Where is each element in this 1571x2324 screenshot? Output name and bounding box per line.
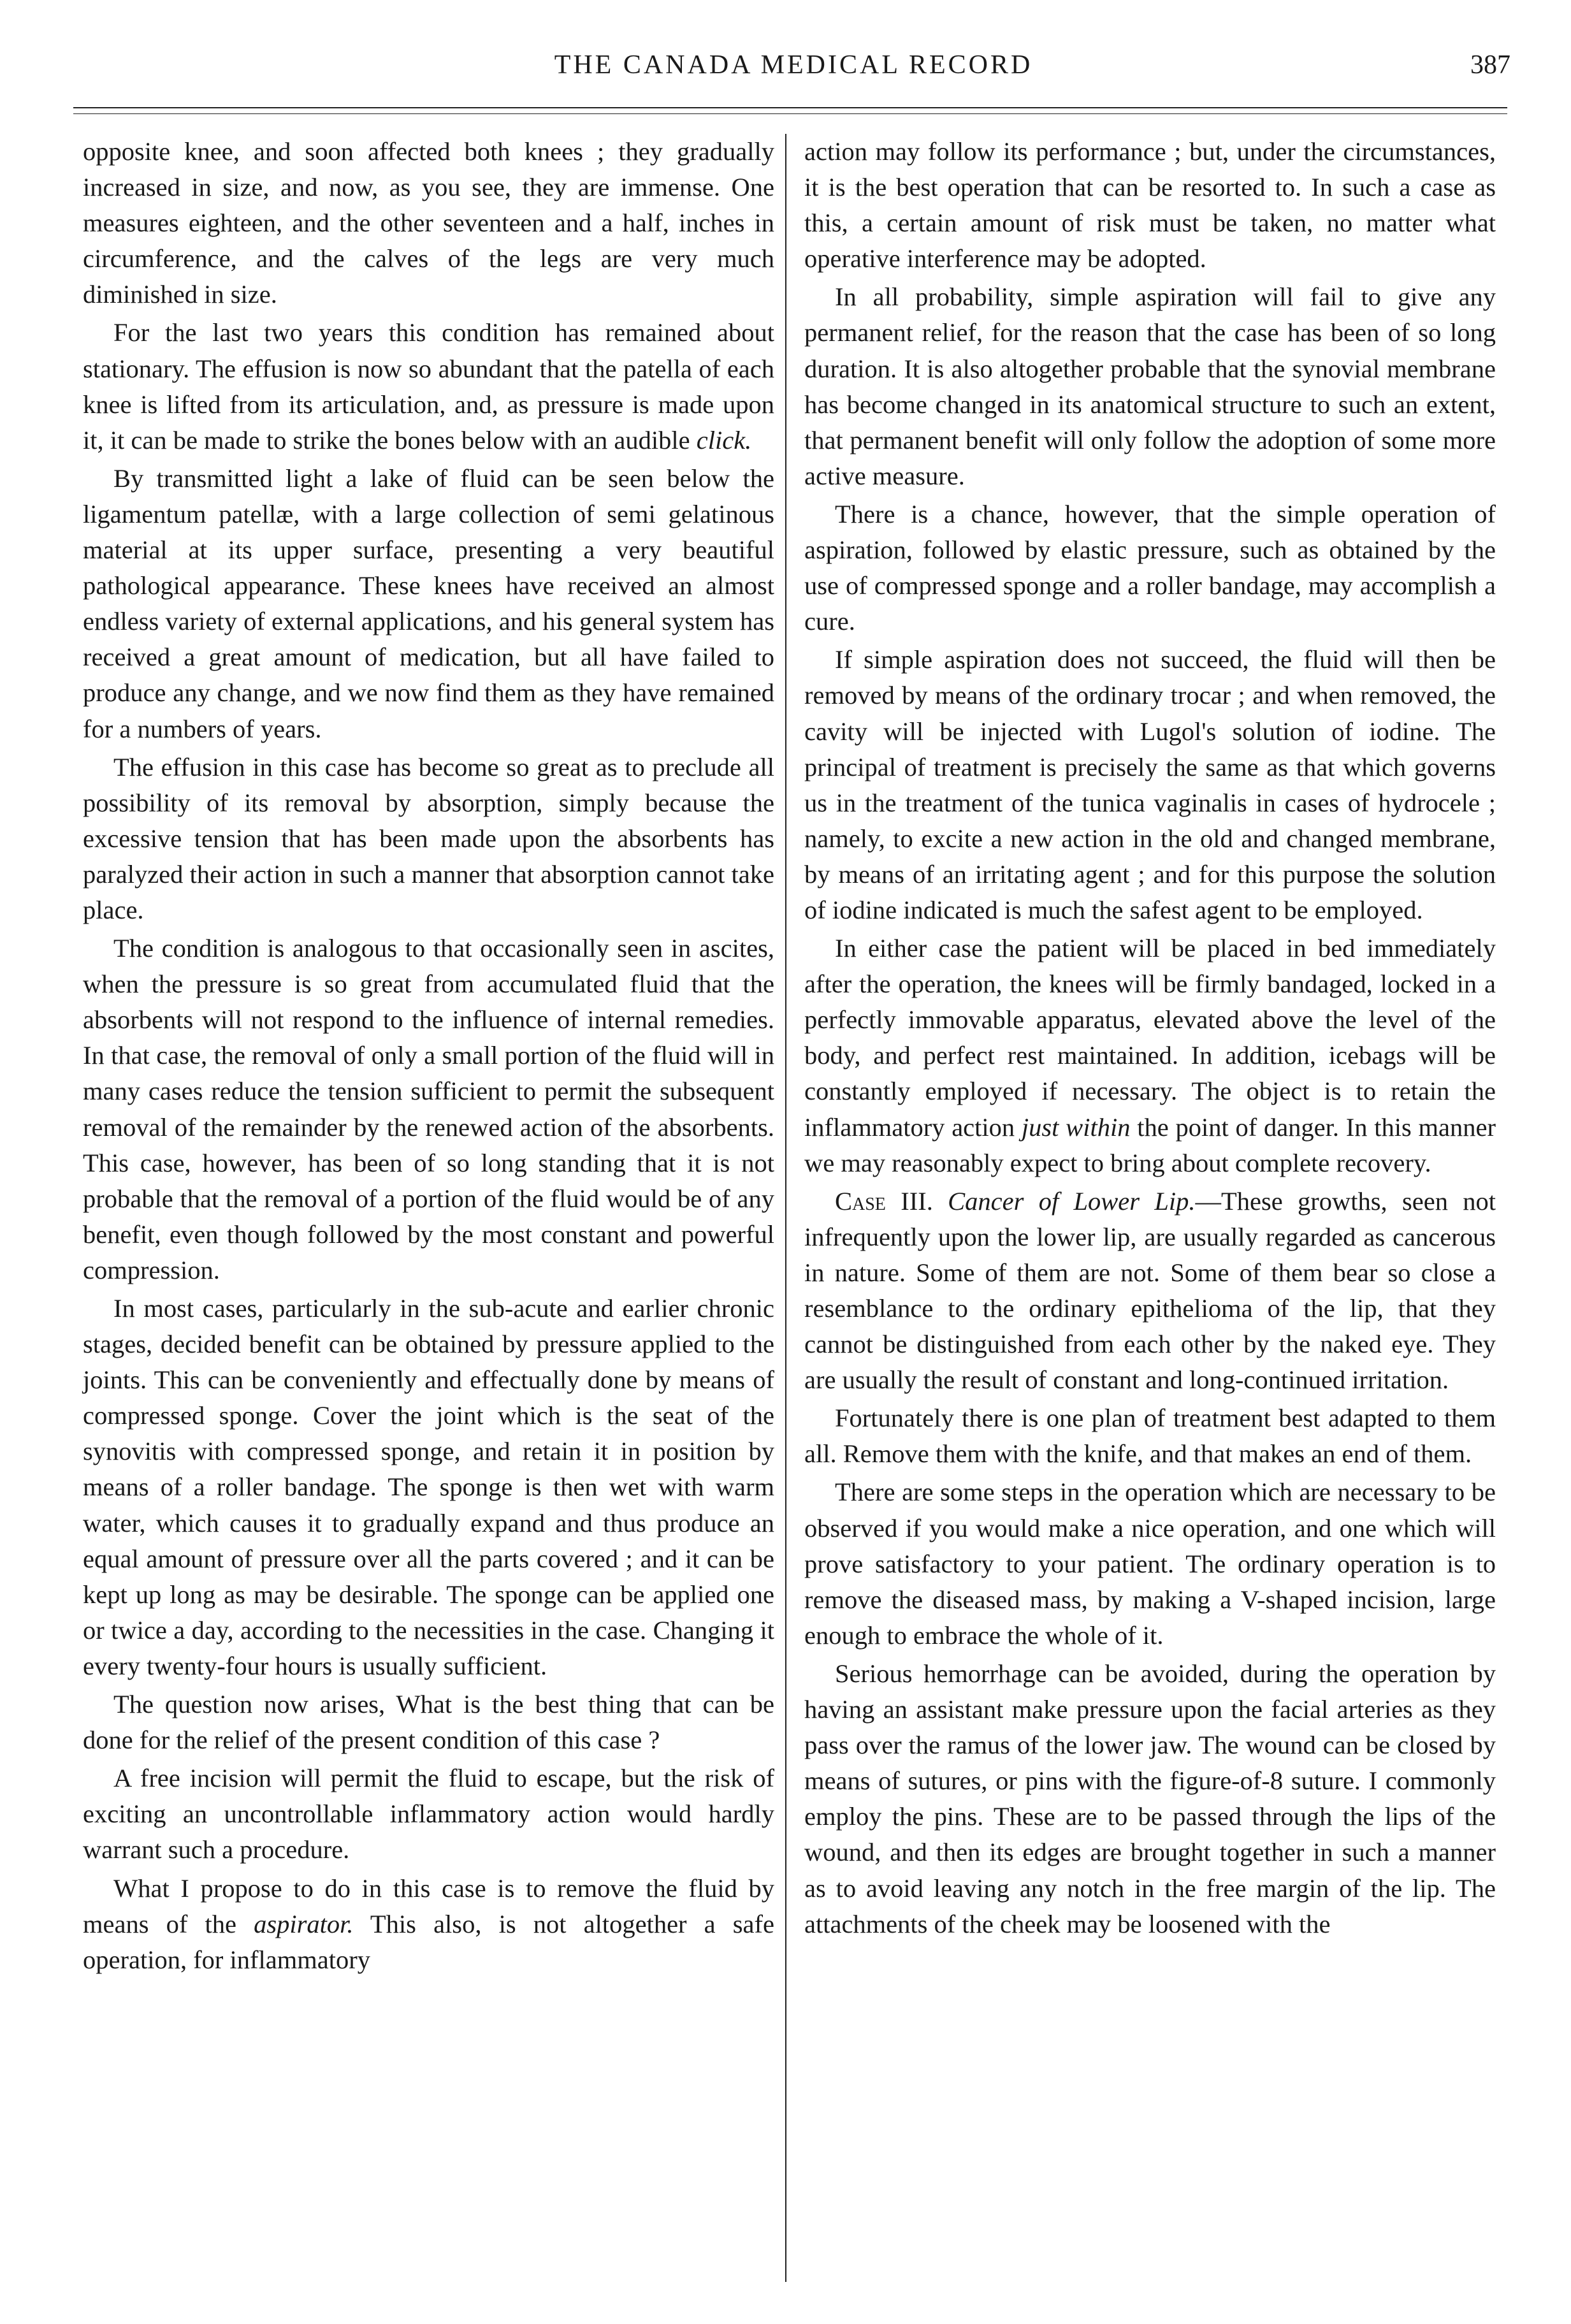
case-number: Case III.: [835, 1186, 933, 1216]
paragraph: action may follow its performance ; but, under the circumstances, it is the best operation that can be resorted to. In such a case as this, a certain amount of risk must be taken, no matter what operative interference may be adopted.: [804, 137, 1496, 273]
paragraph-text: This also, is not altogether a safe operation, for inflammatory: [83, 1909, 774, 1974]
paragraph-text: —These growths, seen not infrequently upon the lower lip, are usually regarded as cancerous in nature. Some of them are not. Some of them bear so close a resemblance to the ordinary epithelioma of the lip, that they cannot be distinguished from each other by the naked eye. They are usually the result of constant and long-continued irritation.: [804, 1186, 1496, 1395]
paragraph: A free incision will permit the fluid to escape, but the risk of exciting an uncontrollable inflammatory action would hardly warrant such a procedure.: [83, 1764, 774, 1864]
running-head: [76, 50, 1510, 101]
paragraph: There is a chance, however, that the simple operation of aspiration, followed by elastic pressure, such as obtained by the use of compressed sponge and a roller bandage, may accomplish a cure.: [804, 499, 1496, 636]
paragraph: If simple aspiration does not succeed, the fluid will then be removed by means of the ordinary trocar ; and when removed, the cavity will be injected with Lugol's solution of iodine. The principal of treatment is precisely the same as that which governs us in the treatment of the tunica vaginalis in cases of hydrocele ; namely, to excite a new action in the old and changed membrane, by means of an irritating agent ; and for this purpose the solution of iodine indicated is much the safest agent to be employed.: [804, 645, 1496, 924]
paragraph: By transmitted light a lake of fluid can be seen below the ligamentum patellæ, with a large collection of semi gelatinous material at its upper surface, presenting a very beautiful pathological appearance. These knees have received an almost endless variety of external applications, and his general system has received a great amount of medication, but all have failed to produce any change, and we now find them as they have remained for a numbers of years.: [83, 463, 774, 743]
paragraph: [83, 315, 774, 458]
paragraph: The question now arises, What is the best thing that can be done for the relief of the present condition of this case ?: [83, 1690, 774, 1755]
case-heading-paragraph: [804, 1184, 1496, 1398]
paragraph: Serious hemorrhage can be avoided, during the operation by having an assistant make pressure upon the facial arteries as they pass over the ramus of the lower jaw. The wound can be closed by means of sutures, or pins with the figure-of-8 suture. I commonly employ the pins. These are to be passed through the lips of the wound, and then its edges are brought together in such a manner as to avoid leaving any notch in the free margin of the lip. The attachments of the cheek may be loosened with the: [804, 1659, 1496, 1938]
emphasis-aspirator: aspirator.: [254, 1909, 354, 1938]
paragraph: There are some steps in the operation which are necessary to be observed if you would make a nice operation, and one which will prove satisfactory to your patient. The ordinary operation is to remove the diseased mass, by making a V-shaped incision, large enough to embrace the whole of it.: [804, 1478, 1496, 1650]
header-rule-thin: [73, 113, 1507, 114]
paragraph: The effusion in this case has become so great as to preclude all possibility of its removal by absorption, simply because the excessive tension that has been made upon the absorbents has paralyzed their action in such a manner that absorption cannot take place.: [83, 752, 774, 924]
left-column: [83, 134, 774, 2288]
paragraph: [804, 931, 1496, 1181]
paragraph: The condition is analogous to that occasionally seen in ascites, when the pressure is so great from accumulated fluid that the absorbents will not respond to the influence of internal remedies. In that case, the removal of only a small portion of the fluid will in many cases reduce the tension sufficient to permit the subsequent removal of the remainder by the renewed action of the absorbents. This case, however, has been of so long standing that it is not probable that the removal of a portion of the fluid would be of any benefit, even though followed by the most constant and powerful compression.: [83, 934, 774, 1284]
paragraph: [83, 1871, 774, 1978]
paragraph-text: the point of danger. In this manner we may reasonably expect to bring about complete recovery.: [804, 1112, 1496, 1177]
paragraph: Fortunately there is one plan of treatment best adapted to them all. Remove them with the knife, and that makes an end of them.: [804, 1404, 1496, 1469]
header-rule-thick: [73, 107, 1507, 108]
case-title: Cancer of Lower Lip.: [948, 1186, 1196, 1216]
paragraph-text: For the last two years this condition has remained about stationary. The effusion is now so abundant that the patella of each knee is lifted from its articulation, and, as pressure is made upon it, it can be made to strike the bones below with an audible: [83, 318, 774, 454]
emphasis-just-within: just within: [1021, 1112, 1131, 1142]
paragraph: In most cases, particularly in the sub-acute and earlier chronic stages, decided benefit can be obtained by pressure applied to the joints. This can be conveniently and effectually done by means of compressed sponge. Cover the joint which is the seat of the synovitis with compressed sponge, and retain it in position by means of a roller bandage. The sponge is then wet with warm water, which causes it to gradually expand and thus produce an equal amount of pressure over all the parts covered ; and it can be kept up long as may be desirable. The sponge can be applied one or twice a day, according to the necessities in the case. Changing it every twenty-four hours is usually sufficient.: [83, 1294, 774, 1680]
emphasis-click: click.: [696, 425, 752, 454]
paragraph-text: What I propose to do in this case is to remove the fluid by means of the: [83, 1873, 774, 1938]
right-column: [804, 134, 1496, 2288]
paragraph-text: In either case the patient will be placed in bed immediately after the operation, the knees will be firmly bandaged, locked in a perfectly immovable apparatus, elevated above the level of the body, and perfect rest maintained. In addition, icebags will be constantly employed if necessary. The object is to retain the inflammatory action: [804, 934, 1496, 1142]
journal-title: THE CANADA MEDICAL RECORD: [554, 50, 1033, 80]
paragraph: In all probability, simple aspiration will fail to give any permanent relief, for the reason that the case has been of so long duration. It is also altogether probable that the synovial membrane has become changed in its anatomical structure to such an extent, that permanent benefit will only follow the adoption of some more active measure.: [804, 282, 1496, 490]
paragraph: opposite knee, and soon affected both knees ; they gradually increased in size, and now, as you see, they are immense. One measures eighteen, and the other seventeen and a half, inches in circumference, and the calves of the legs are very much diminished in size.: [83, 137, 774, 309]
column-divider: [785, 134, 786, 2282]
page-number: 387: [1470, 50, 1510, 80]
